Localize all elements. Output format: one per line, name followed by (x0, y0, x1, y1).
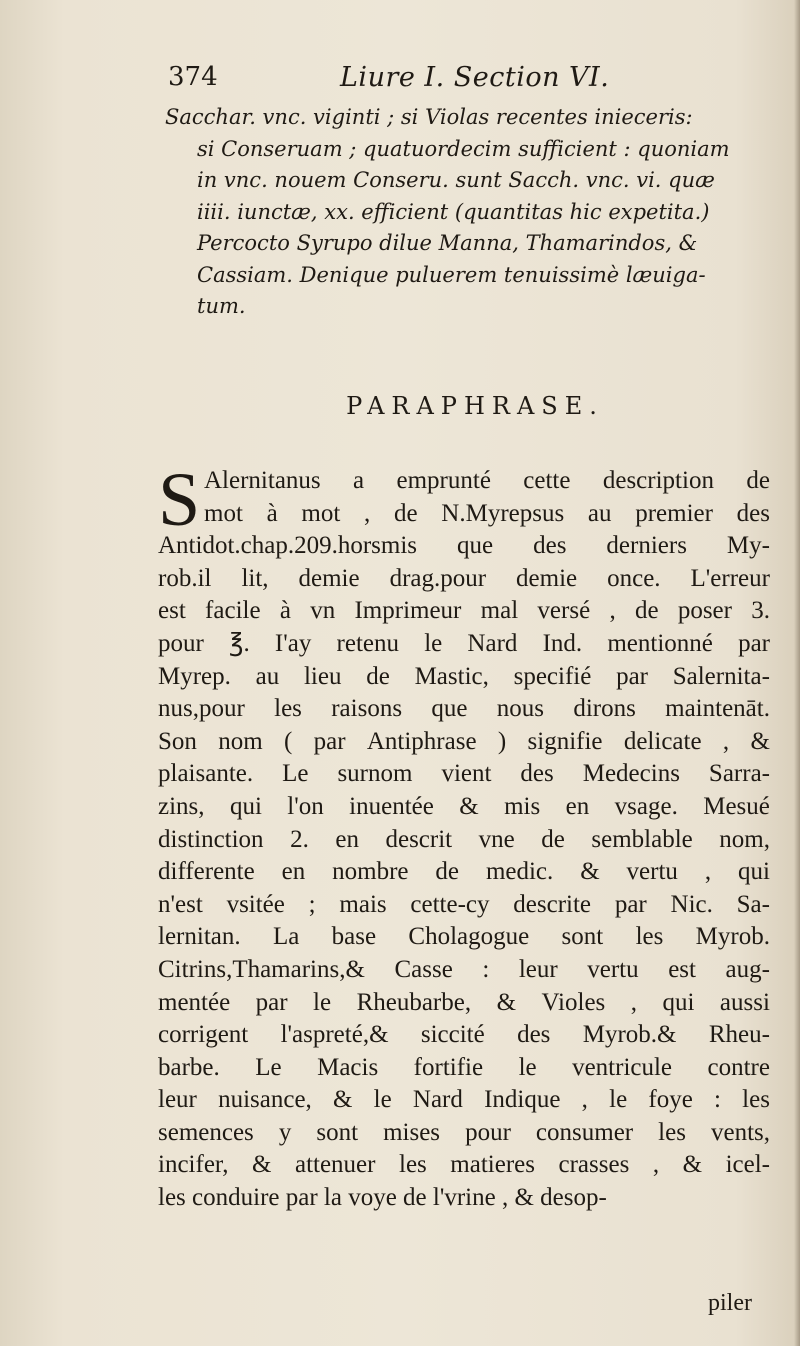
recipe-line: Cassiam. Denique puluerem tenuissimè læuiga- (197, 262, 706, 287)
body-line: Myrep. au lieu de Mastic, specifié par Salernita- (158, 662, 770, 690)
drop-cap: S (158, 458, 201, 542)
page-header (168, 62, 768, 102)
recipe-line: Percocto Syrupo dilue Manna, Thamarindos, & (197, 231, 698, 255)
recipe-line: si Conseruam ; quatuordecim sufficient : quoniam (197, 136, 730, 161)
body-line: rob.il lit, demie drag.pour demie once. L'erreur (158, 564, 770, 592)
body-line: nus,pour les raisons que nous dirons maintenāt. (158, 695, 770, 723)
body-line: zins, qui l'on inuentée & mis en vsage. Mesué (158, 792, 770, 820)
body-line: incifer, & attenuer les matieres crasses , & icel- (158, 1151, 770, 1179)
body-line: corrigent l'aspreté,& siccité des Myrob.& Rheu- (158, 1021, 770, 1049)
recipe-line: tum. (197, 294, 246, 318)
body-line: leur nuisance, & le Nard Indique , le foye : les (158, 1086, 770, 1114)
body-line: barbe. Le Macis fortifie le ventricule contre (158, 1053, 770, 1081)
body-line: plaisante. Le surnom vient des Medecins Sarra- (158, 760, 770, 788)
body-line: differente en nombre de medic. & vertu , qui (158, 858, 770, 886)
recipe-paragraph (165, 102, 795, 323)
body-line: Son nom ( par Antiphrase ) signifie delicate , & (158, 727, 770, 755)
recipe-line: Sacchar. vnc. viginti ; si Violas recentes inieceris: (165, 105, 693, 129)
body-line: Citrins,Thamarins,& Casse : leur vertu est aug- (158, 955, 770, 983)
body-line: lernitan. La base Cholagogue sont les Myrob. (158, 923, 770, 951)
body-line: mot à mot , de N.Myrepsus au premier des (204, 499, 770, 527)
body-line: semences y sont mises pour consumer les vents, (158, 1118, 770, 1146)
page-number: 374 (168, 62, 218, 92)
body-line: est facile à vn Imprimeur mal versé , de poser 3. (158, 597, 770, 625)
body-line: Antidot.chap.209.horsmis que des derniers My- (158, 532, 770, 560)
recipe-line: in vnc. nouem Conseru. sunt Sacch. vnc. vi. quæ (197, 168, 715, 192)
body-line: mentée par le Rheubarbe, & Violes , qui aussi (158, 988, 770, 1016)
body-line: distinction 2. en descrit vne de semblable nom, (158, 825, 770, 853)
running-head: Liure I. Section VI. (340, 62, 610, 93)
catchword: piler (708, 1290, 752, 1316)
section-title: PARAPHRASE. (346, 392, 604, 420)
paraphrase-body (158, 458, 770, 1215)
body-line: les conduire par la voye de l'vrine , & desop- (158, 1184, 607, 1212)
body-line: Alernitanus a emprunté cette description de (204, 467, 770, 494)
body-line: n'est vsitée ; mais cette-cy descrite par Nic. Sa- (158, 890, 770, 918)
recipe-line: iiii. iunctæ, xx. efficient (quantitas hic expetita.) (197, 199, 710, 224)
body-line: pour ℥. I'ay retenu le Nard Ind. mentionné par (158, 629, 770, 657)
